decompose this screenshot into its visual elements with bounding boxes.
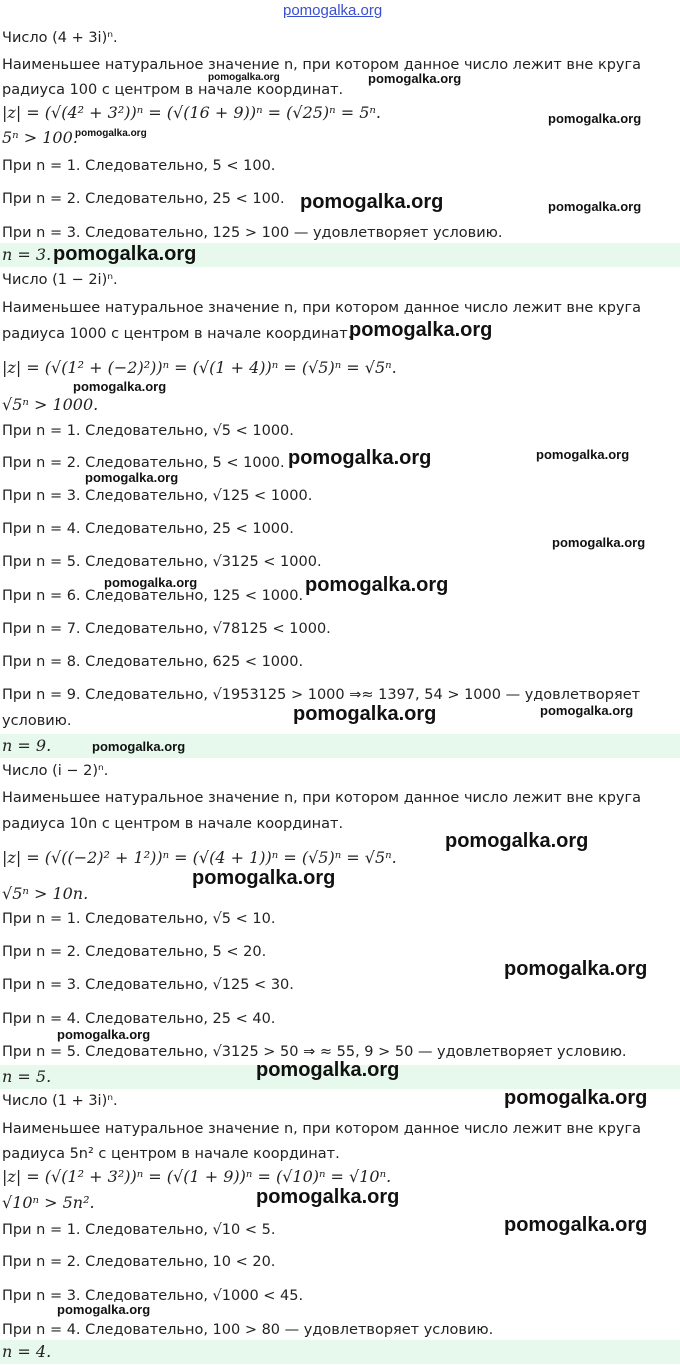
inequality: √10ⁿ > 5n². [2,1193,95,1212]
step-line: При n = 4. Следовательно, 25 < 1000. [2,521,294,537]
watermark: pomogalka.org [192,867,336,889]
step-line: При n = 8. Следовательно, 625 < 1000. [2,654,304,670]
step-line: При n = 4. Следовательно, 25 < 40. [2,1011,276,1027]
answer: n = 4. [2,1342,52,1361]
watermark: pomogalka.org [85,470,179,485]
watermark: pomogalka.org [53,243,197,265]
answer: n = 3. [2,245,52,264]
watermark: pomogalka.org [104,575,198,590]
step-line: При n = 5. Следовательно, √3125 > 50 ⇒ ≈ 55, 9 > 50 — удовлетворяет условию. [2,1044,627,1060]
step-line: При n = 1. Следовательно, √5 < 1000. [2,423,294,439]
number-line: Число (1 − 2i)ⁿ. [2,272,118,288]
task-line: радиуса 5n² с центром в начале координат. [2,1146,340,1162]
watermark: pomogalka.org [540,703,634,718]
answer-band [0,1340,680,1364]
step-line: При n = 1. Следовательно, √5 < 10. [2,911,276,927]
step-line: При n = 7. Следовательно, √78125 < 1000. [2,621,331,637]
step-line: При n = 1. Следовательно, 5 < 100. [2,158,276,174]
step-line: При n = 3. Следовательно, √1000 < 45. [2,1288,304,1304]
modulus-formula: |z| = (√(1² + 3²))ⁿ = (√(1 + 9))ⁿ = (√10)ⁿ = √10ⁿ. [2,1167,392,1186]
step-line: При n = 6. Следовательно, 125 < 1000. [2,588,304,604]
inequality: √5ⁿ > 1000. [2,395,99,414]
watermark: pomogalka.org [504,1214,648,1236]
answer: n = 5. [2,1067,52,1086]
task-line: радиуса 100 с центром в начале координат. [2,82,344,98]
step-line: При n = 5. Следовательно, √3125 < 1000. [2,554,322,570]
watermark: pomogalka.org [368,71,462,86]
watermark: pomogalka.org [73,379,167,394]
modulus-formula: |z| = (√((−2)² + 1²))ⁿ = (√(4 + 1))ⁿ = (√5)ⁿ = √5ⁿ. [2,848,397,867]
watermark: pomogalka.org [300,191,444,213]
task-line: радиуса 10n с центром в начале координат. [2,816,344,832]
task-line: Наименьшее натуральное значение n, при котором данное число лежит вне круга [2,790,642,806]
number-line: Число (4 + 3i)ⁿ. [2,30,118,46]
watermark-top[interactable]: pomogalka.org [283,2,383,19]
step-line: При n = 3. Следовательно, √125 < 1000. [2,488,313,504]
watermark: pomogalka.org [75,128,147,139]
watermark: pomogalka.org [552,535,646,550]
watermark: pomogalka.org [256,1059,400,1081]
task-line: Наименьшее натуральное значение n, при котором данное число лежит вне круга [2,1121,642,1137]
watermark: pomogalka.org [288,447,432,469]
watermark: pomogalka.org [349,319,493,341]
task-line: Наименьшее натуральное значение n, при котором данное число лежит вне круга [2,57,642,73]
watermark: pomogalka.org [57,1027,151,1042]
watermark: pomogalka.org [536,447,630,462]
watermark: pomogalka.org [208,72,280,83]
watermark: pomogalka.org [445,830,589,852]
inequality: √5ⁿ > 10n. [2,884,89,903]
step-line: При n = 2. Следовательно, 25 < 100. [2,191,285,207]
watermark: pomogalka.org [548,111,642,126]
watermark: pomogalka.org [293,703,437,725]
watermark: pomogalka.org [305,574,449,596]
step-line: При n = 1. Следовательно, √10 < 5. [2,1222,276,1238]
number-line: Число (1 + 3i)ⁿ. [2,1093,118,1109]
step-line: При n = 3. Следовательно, 125 > 100 — удовлетворяет условию. [2,225,503,241]
watermark: pomogalka.org [504,1087,648,1109]
watermark: pomogalka.org [57,1302,151,1317]
step-line: При n = 2. Следовательно, 5 < 1000. [2,455,285,471]
step-line: При n = 2. Следовательно, 10 < 20. [2,1254,276,1270]
answer: n = 9. [2,736,52,755]
watermark: pomogalka.org [548,199,642,214]
modulus-formula: |z| = (√(4² + 3²))ⁿ = (√(16 + 9))ⁿ = (√25)ⁿ = 5ⁿ. [2,103,381,122]
step-line: При n = 2. Следовательно, 5 < 20. [2,944,267,960]
task-line: Наименьшее натуральное значение n, при котором данное число лежит вне круга [2,300,642,316]
step-line-continuation: условию. [2,713,72,729]
number-line: Число (i − 2)ⁿ. [2,763,109,779]
step-line: При n = 3. Следовательно, √125 < 30. [2,977,294,993]
watermark: pomogalka.org [256,1186,400,1208]
modulus-formula: |z| = (√(1² + (−2)²))ⁿ = (√(1 + 4))ⁿ = (√5)ⁿ = √5ⁿ. [2,358,397,377]
watermark: pomogalka.org [504,958,648,980]
step-line: При n = 9. Следовательно, √1953125 > 1000 ⇒≈ 1397, 54 > 1000 — удовлетворяет [2,687,641,703]
watermark: pomogalka.org [92,739,186,754]
task-line: радиуса 1000 с центром в начале координат. [2,326,353,342]
step-line: При n = 4. Следовательно, 100 > 80 — удовлетворяет условию. [2,1322,494,1338]
inequality: 5ⁿ > 100. [2,128,78,147]
